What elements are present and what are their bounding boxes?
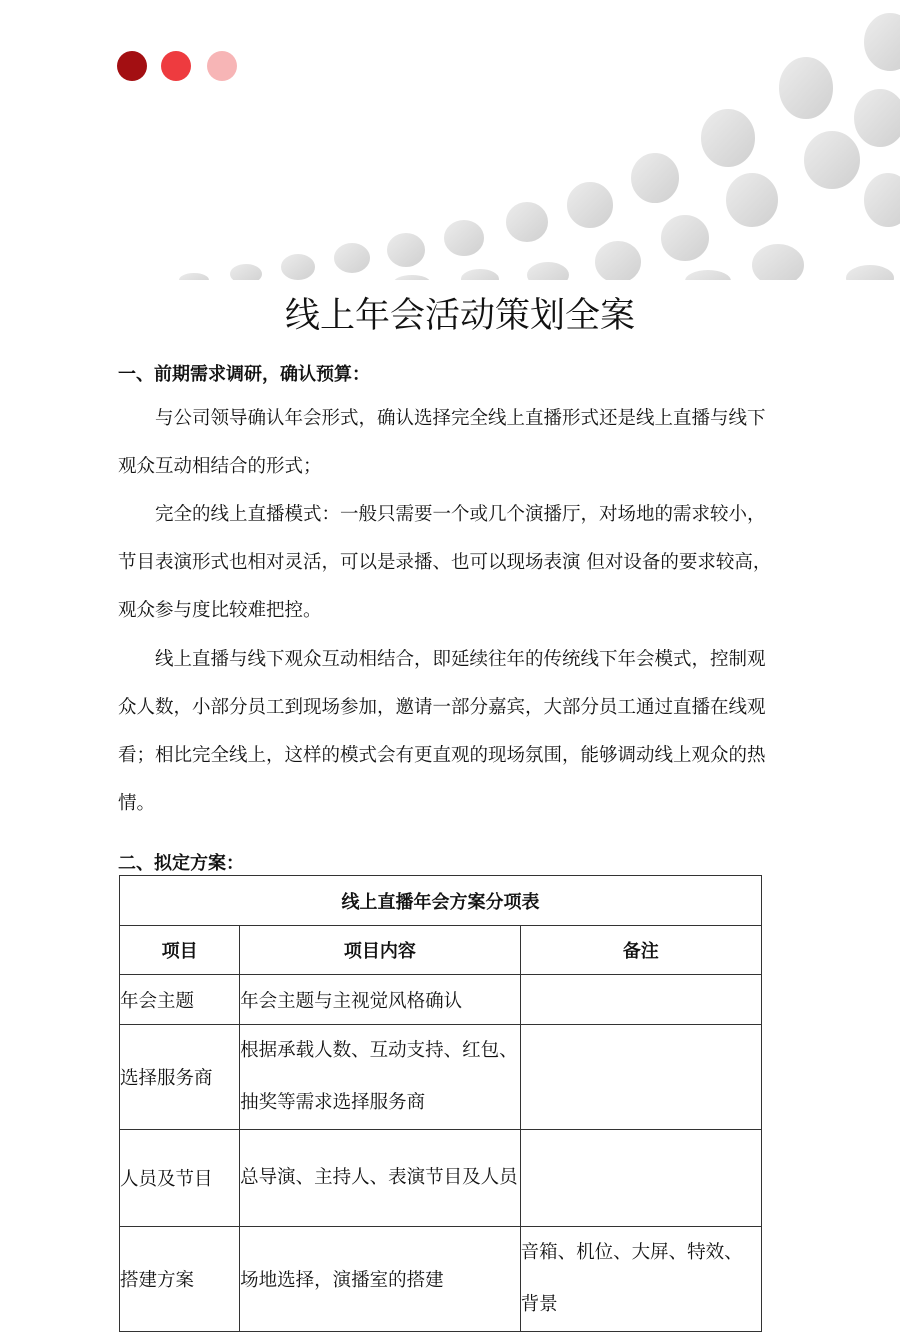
pattern-ellipse — [845, 264, 895, 282]
pattern-ellipse — [443, 219, 485, 257]
paragraph: 线上直播与线下观众互动相结合，即延续往年的传统线下年会模式，控制观众人数，小部分员工到现场参加，邀请一部分嘉宾，大部分员工通过直播在线观看；相比完全线上，这样的模式会有更直观的现场氛围，能够调动线上观众的热情。 — [118, 649, 766, 814]
note-cell — [520, 975, 761, 1025]
pattern-ellipse — [526, 261, 570, 282]
paragraph: 与公司领导确认年会形式，确认选择完全线上直播形式还是线上直播与线下观众互动相结合的形式； — [118, 408, 766, 477]
section-heading: 一、前期需求调研，确认预算： — [118, 364, 370, 385]
pattern-ellipse — [863, 12, 917, 72]
content-cell: 年会主题与主视觉风格确认 — [240, 975, 520, 1025]
content-cell: 场地选择，演播室的搭建 — [240, 1227, 520, 1332]
brand-dot-pink — [207, 51, 237, 81]
item-cell: 年会主题 — [120, 975, 240, 1025]
pattern-ellipse — [778, 56, 834, 120]
brand-dot-dark — [117, 51, 147, 81]
table-row — [120, 1227, 762, 1332]
plan-table — [119, 875, 762, 1332]
item-cell: 选择服务商 — [120, 1025, 240, 1130]
pattern-ellipse — [751, 243, 805, 282]
content-cell: 根据承载人数、互动支持、红包、抽奖等需求选择服务商 — [240, 1025, 520, 1130]
column-header: 备注 — [520, 926, 761, 975]
pattern-ellipse — [863, 172, 913, 228]
pattern-ellipse — [684, 269, 732, 282]
item-cell: 人员及节目 — [120, 1130, 240, 1227]
pattern-ellipse — [725, 172, 779, 228]
pattern-ellipse — [393, 274, 431, 282]
table-caption: 线上直播年会方案分项表 — [120, 876, 762, 926]
page-title: 线上年会活动策划全案 — [284, 296, 635, 336]
paragraph: 完全的线上直播模式：一般只需要一个或几个演播厅，对场地的需求较小，节目表演形式也相对灵活，可以是录播、也可以现场表演 但对设备的要求较高，观众参与度比较难把控。 — [118, 504, 772, 621]
pattern-ellipse — [386, 232, 426, 268]
pattern-ellipse — [700, 108, 756, 168]
pattern-ellipse — [178, 272, 210, 282]
pattern-ellipse — [594, 240, 642, 282]
brand-dot-red — [161, 51, 191, 81]
note-cell — [520, 1025, 761, 1130]
pattern-ellipse — [280, 253, 316, 281]
column-header: 项目内容 — [240, 926, 520, 975]
pattern-ellipse — [566, 181, 614, 229]
table-row — [120, 975, 762, 1025]
pattern-ellipse — [505, 201, 549, 243]
note-cell: 音箱、机位、大屏、特效、背景 — [520, 1227, 761, 1332]
item-cell: 搭建方案 — [120, 1227, 240, 1332]
column-header: 项目 — [120, 926, 240, 975]
section-heading: 二、拟定方案： — [118, 853, 244, 874]
pattern-ellipse — [660, 214, 710, 262]
table-row — [120, 1130, 762, 1227]
pattern-ellipse — [630, 152, 680, 204]
pattern-ellipse — [333, 242, 371, 274]
content-cell: 总导演、主持人、表演节目及人员 — [240, 1130, 520, 1227]
pattern-ellipse — [460, 268, 500, 282]
pattern-ellipse — [853, 88, 907, 148]
header-decoration — [0, 0, 920, 282]
pattern-ellipse — [803, 130, 861, 190]
pattern-ellipse — [229, 263, 263, 282]
table-row — [120, 1025, 762, 1130]
note-cell — [520, 1130, 761, 1227]
